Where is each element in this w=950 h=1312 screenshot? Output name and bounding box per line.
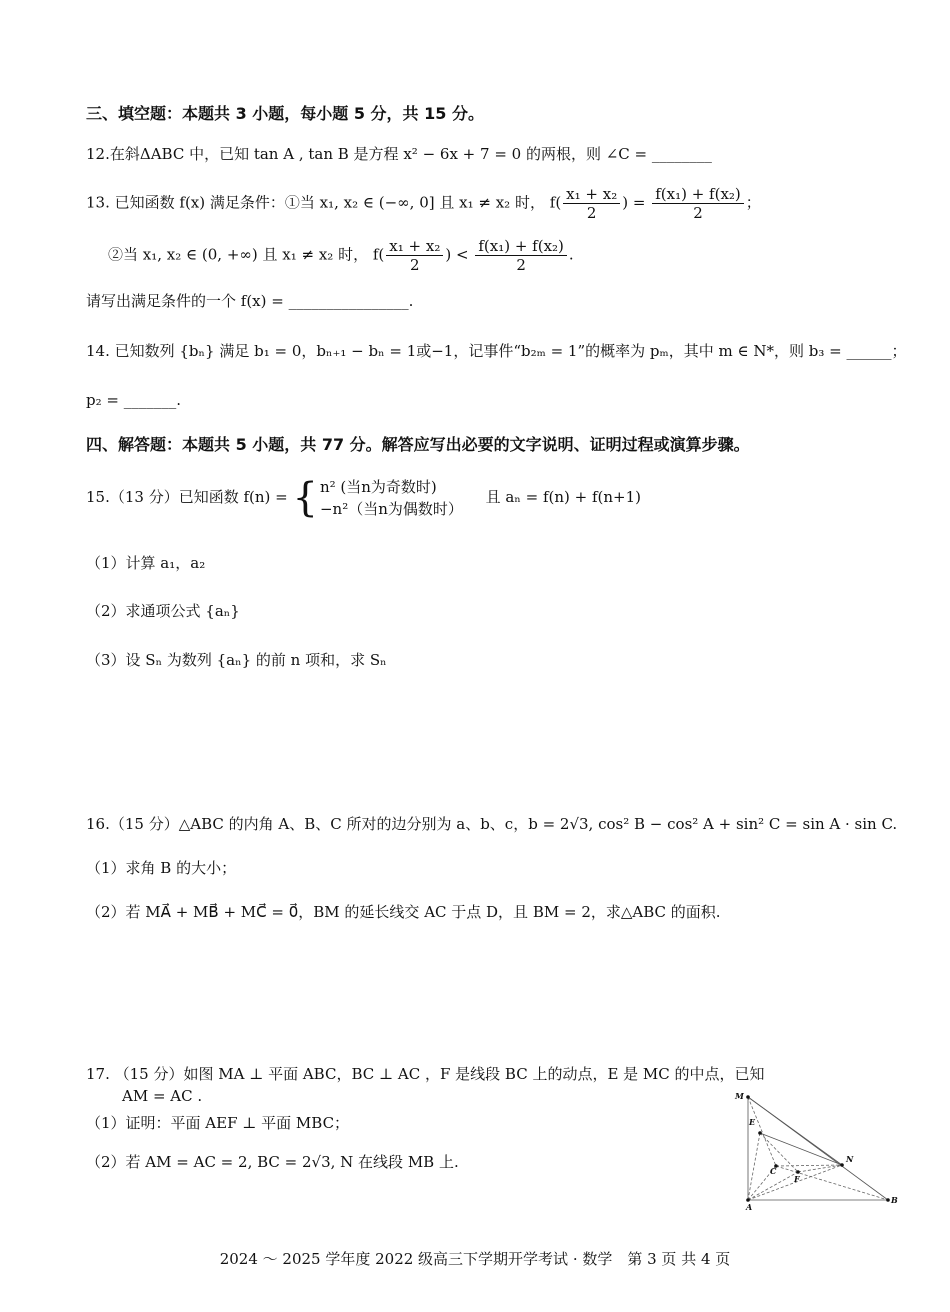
- question-15-part2: （2）求通项公式 {aₙ}: [86, 602, 240, 620]
- q13-frac-a: $\frac{\text{x₁ + x₂}}{2}$: [563, 185, 620, 222]
- label-A: A: [746, 1202, 753, 1212]
- q13-frac-b: $\frac{\text{f(x₁) + f(x₂)}}{2}$: [652, 185, 744, 222]
- question-12: 12.在斜ΔABC 中，已知 tan A , tan B 是方程 x² − 6x + 7 = 0 的两根，则 ∠C = ________: [86, 145, 712, 163]
- page-footer: 2024 ～ 2025 学年度 2022 级高三下学期开学考试 · 数学 第 3 页 共 4 页: [219, 1250, 731, 1268]
- section-4-title: 四、解答题：本题共 5 小题，共 77 分。解答应写出必要的文字说明、证明过程或演算步骤。: [86, 435, 750, 454]
- label-M: M: [735, 1091, 744, 1101]
- question-16-part2: （2）若 MA⃗ + MB⃗ + MC⃗ = 0⃗，BM 的延长线交 AC 于点 D，且 BM = 2，求△ABC 的面积.: [86, 903, 721, 921]
- question-16-part1: （1）求角 B 的大小；: [86, 859, 237, 877]
- label-F: F: [794, 1174, 800, 1184]
- label-N: N: [846, 1154, 854, 1164]
- question-15-line1: 15.（13 分）已知函数 f(n) = { n² (当n为奇数时) −n²（当n为偶数时） 且 aₙ = f(n) + f(n+1): [86, 475, 642, 521]
- question-17-part1: （1）证明：平面 AEF ⊥ 平面 MBC；: [86, 1114, 350, 1132]
- question-17-line2: AM = AC .: [122, 1087, 203, 1105]
- q13-frac-c: $\frac{\text{x₁ + x₂}}{2}$: [386, 237, 443, 274]
- q13-line1-text: 13. 已知函数 f(x) 满足条件：①当 x₁, x₂ ∈ (−∞, 0] 且 x₁ ≠ x₂ 时，: [86, 193, 545, 212]
- q13-f: f: [549, 193, 556, 212]
- question-15-part3: （3）设 Sₙ 为数列 {aₙ} 的前 n 项和，求 Sₙ: [86, 651, 387, 669]
- question-13-line1: 13. 已知函数 f(x) 满足条件：①当 x₁, x₂ ∈ (−∞, 0] 且 x₁ ≠ x₂ 时， f( $\frac{\text{x₁ + x₂}}{2}$ ) = $\frac{\text{f(x₁) + f(x₂)}}{2}$ ；: [86, 185, 761, 222]
- label-C: C: [770, 1166, 777, 1176]
- q15-piecewise: { n² (当n为奇数时) −n²（当n为偶数时）: [292, 475, 463, 521]
- question-14-line1: 14. 已知数列 {bₙ} 满足 b₁ = 0，bₙ₊₁ − bₙ = 1或−1，记事件“b₂ₘ = 1”的概率为 pₘ，其中 m ∈ N*，则 b₃ = ______；: [86, 342, 907, 360]
- label-B: B: [891, 1195, 898, 1205]
- question-13-line2: ②当 x₁, x₂ ∈ (0, +∞) 且 x₁ ≠ x₂ 时， f( $\frac{\text{x₁ + x₂}}{2}$ ) < $\frac{\text{f(x₁) + f(x₂)}}{2}$ .: [108, 237, 574, 274]
- label-E: E: [749, 1117, 756, 1127]
- geometry-figure: [730, 1088, 902, 1212]
- question-17-line1: 17. （15 分）如图 MA ⊥ 平面 ABC，BC ⊥ AC ，F 是线段 BC 上的动点，E 是 MC 的中点，已知: [86, 1065, 765, 1083]
- q13-frac-d: $\frac{\text{f(x₁) + f(x₂)}}{2}$: [475, 237, 567, 274]
- question-17-part2: （2）若 AM = AC = 2, BC = 2√3, N 在线段 MB 上.: [86, 1153, 459, 1171]
- question-16-line1: 16.（15 分）△ABC 的内角 A、B、C 所对的边分别为 a、b、c，b = 2√3, cos² B − cos² A + sin² C = sin A · sin C.: [86, 815, 898, 833]
- q13-line2-text: ②当 x₁, x₂ ∈ (0, +∞) 且 x₁ ≠ x₂ 时，: [108, 245, 369, 264]
- question-13-line3: 请写出满足条件的一个 f(x) = ________________.: [86, 292, 414, 310]
- left-brace-icon: {: [292, 475, 318, 521]
- section-3-title: 三、填空题：本题共 3 小题，每小题 5 分，共 15 分。: [86, 104, 484, 123]
- question-14-line2: p₂ = _______.: [86, 391, 181, 409]
- question-15-part1: （1）计算 a₁，a₂: [86, 554, 206, 572]
